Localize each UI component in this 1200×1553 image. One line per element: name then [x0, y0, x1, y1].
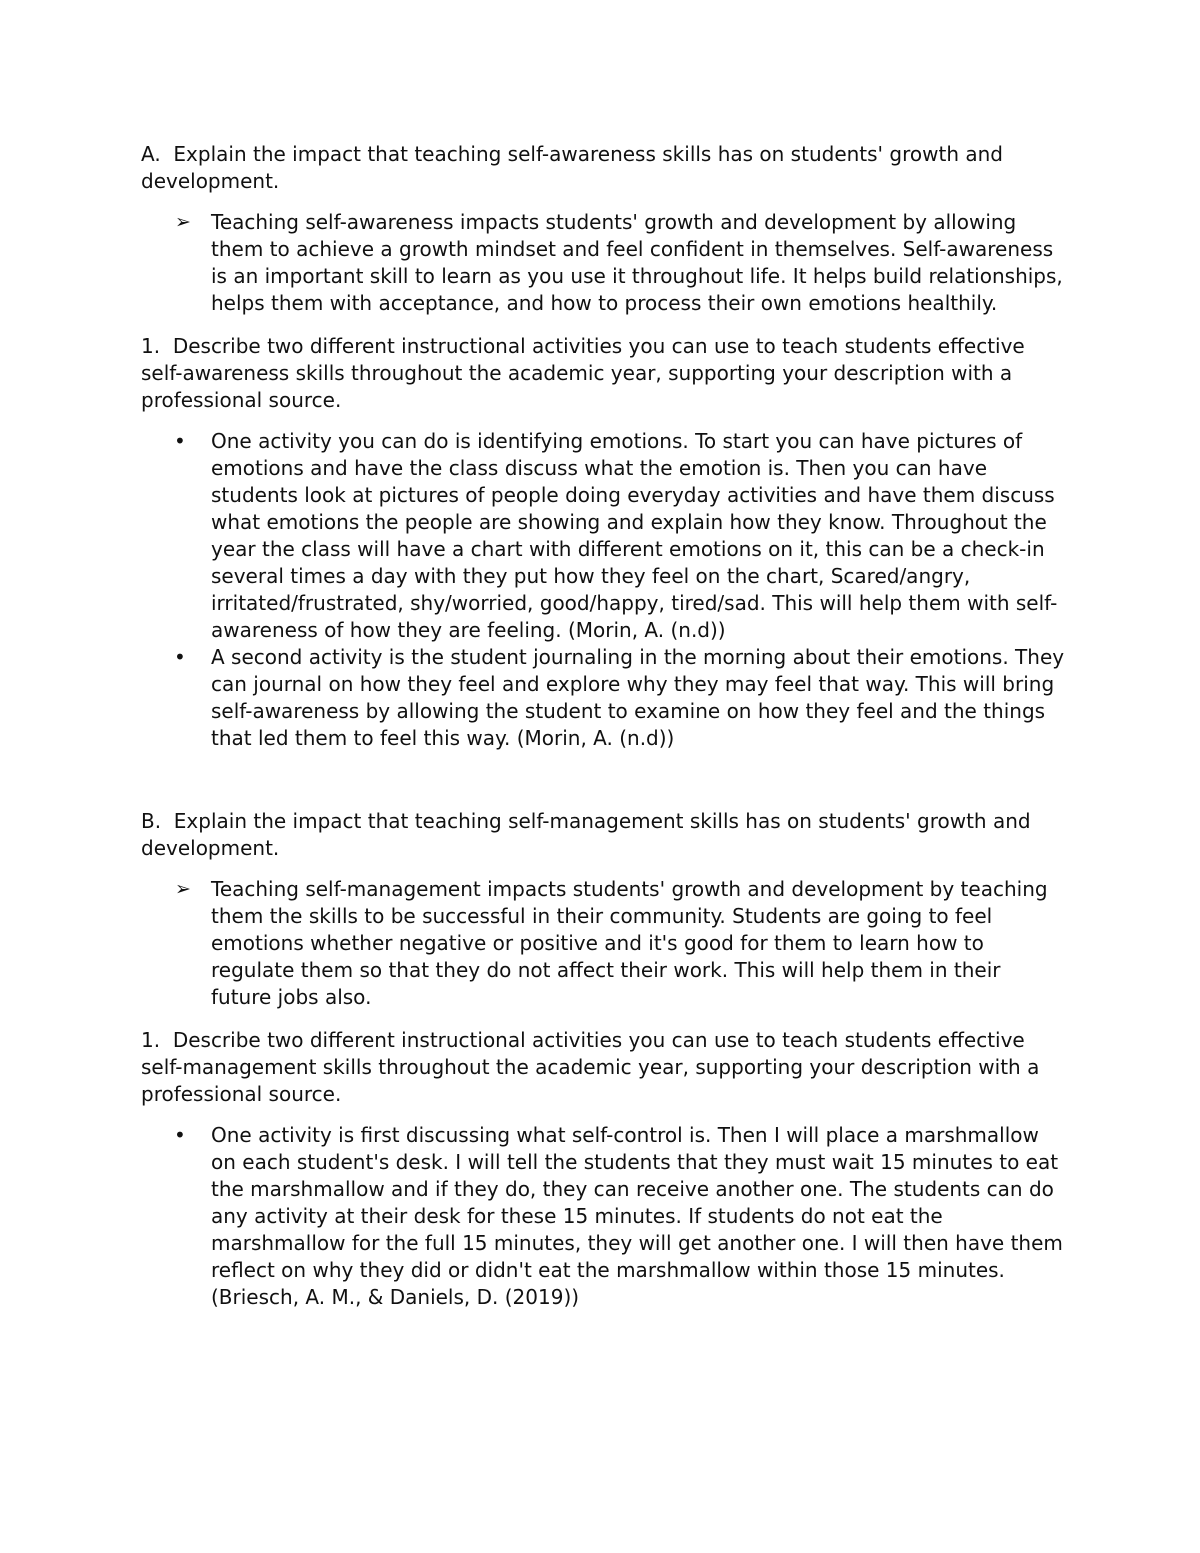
section-a-answer [141, 209, 1066, 317]
activity-text: A second activity is the student journaling in the morning about their emotions. They can journal on how they feel and explore why they may feel that way. This will bring self-awareness by allowing the student to examine on how they feel and the things that led them to feel this way. (Morin, A. (n.d)) [211, 645, 1065, 750]
list-item [141, 644, 1066, 752]
section-b-subquestion-text: Describe two different instructional activities you can use to teach students effective self-management skills throughout the academic year, supporting your description with a professional source. [141, 1028, 1040, 1106]
section-b-answer-list [141, 876, 1066, 1011]
section-a-subquestion [141, 333, 1066, 414]
section-b-answer [141, 876, 1066, 1011]
section-a-question-text: Explain the impact that teaching self-awareness skills has on students' growth and development. [141, 142, 1003, 193]
section-a-question [141, 141, 1066, 195]
section-b-question-text: Explain the impact that teaching self-management skills has on students' growth and development. [141, 809, 1031, 860]
bullet-icon: • [174, 645, 186, 669]
section-b-answer-text: Teaching self-management impacts students' growth and development by teaching them the skills to be successful in their community. Students are going to feel emotions whether negative or positive and it's good for them to learn how to regulate them so that they do not affect their work. This will help them in their future jobs also. [211, 877, 1048, 1009]
section-a-sub-label: 1. [141, 334, 161, 358]
list-item [141, 428, 1066, 644]
section-a-answer-list [141, 209, 1066, 317]
section-b-subquestion [141, 1027, 1066, 1108]
section-b-activities-list [141, 1122, 1066, 1311]
bullet-icon: • [174, 1123, 186, 1147]
section-b-sub-label: 1. [141, 1028, 161, 1052]
list-item [141, 1122, 1066, 1311]
arrow-bullet-icon: ➢ [175, 878, 191, 900]
document-body [141, 141, 1066, 1311]
activity-text: One activity you can do is identifying emotions. To start you can have pictures of emotions and have the class discuss what the emotion is. Then you can have students look at pictures of people doing everyday activities and have them discuss what emotions the people are showing and explain how they know. Throughout the year the class will have a chart with different emotions on it, this can be a check-in several times a day with they put how they feel on the chart, Scared/angry, irritated/frustrated, shy/worried, good/happy, tired/sad. This will help them with self-awareness of how they are feeling. (Morin, A. (n.d)) [211, 429, 1058, 642]
section-a-activities-list [141, 428, 1066, 752]
section-a-label: A. [141, 142, 161, 166]
section-b-question [141, 808, 1066, 862]
section-a-answer-text: Teaching self-awareness impacts students' growth and development by allowing them to achieve a growth mindset and feel confident in themselves. Self-awareness is an important skill to learn as you use it throughout life. It helps build relationships, helps them with acceptance, and how to process their own emotions healthily. [211, 210, 1063, 315]
section-a-subquestion-text: Describe two different instructional activities you can use to teach students effective self-awareness skills throughout the academic year, supporting your description with a professional source. [141, 334, 1025, 412]
section-b-label: B. [141, 809, 162, 833]
bullet-icon: • [174, 429, 186, 453]
arrow-bullet-icon: ➢ [175, 211, 191, 233]
activity-text: One activity is first discussing what self-control is. Then I will place a marshmallow on each student's desk. I will tell the students that they must wait 15 minutes to eat the marshmallow and if they do, they can receive another one. The students can do any activity at their desk for these 15 minutes. If students do not eat the marshmallow for the full 15 minutes, they will get another one. I will then have them reflect on why they did or didn't eat the marshmallow within those 15 minutes. (Briesch, A. M., & Daniels, D. (2019)) [211, 1123, 1063, 1309]
